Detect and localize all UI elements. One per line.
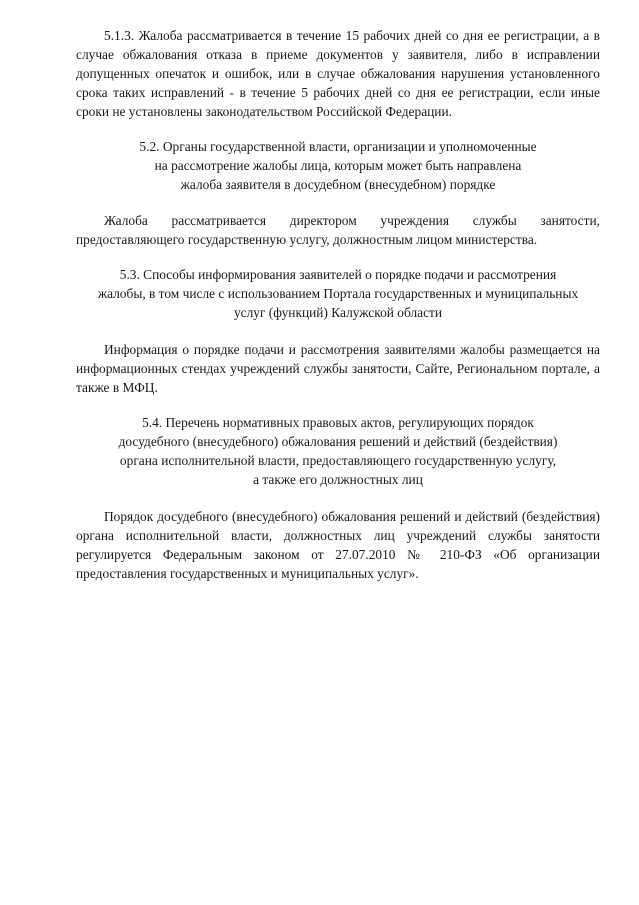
paragraph-5-2: Жалоба рассматривается директором учреждения службы занятости, предоставляющего государственную услугу, должностным лицом министерства. xyxy=(76,213,600,247)
heading-5-2: 5.2. Органы государственной власти, организации и уполномоченные на рассмотрение жалобы лица, которым может быть направлена жалоба заявителя в досудебном (внесудебном) порядке xyxy=(139,139,537,192)
paragraph-5-3: Информация о порядке подачи и рассмотрения заявителями жалобы размещается на информационных стендах учреждений службы занятости, Сайте, Региональном портале, а также в МФЦ. xyxy=(76,342,600,395)
heading-5-3: 5.3. Способы информирования заявителей о порядке подачи и рассмотрения жалобы, в том числе с использованием Портала государственных и муниципальных услуг (функций) Калужской области xyxy=(97,267,579,320)
heading-5-4: 5.4. Перечень нормативных правовых актов, регулирующих порядок досудебного (внесудебного) обжалования решений и действий (бездействия) органа исполнительной власти, предоставляющего государственную услугу, а также его должностных лиц xyxy=(118,415,558,487)
paragraph-5-4: Порядок досудебного (внесудебного) обжалования решений и действий (бездействия) органа исполнительной власти, должностных лиц учреждений службы занятости регулируется Федеральным законом от 27.07.2010 № 210-ФЗ «Об организации предоставления государственных и муниципальных услуг». xyxy=(76,509,600,581)
paragraph-5-1-3: 5.1.3. Жалоба рассматривается в течение 15 рабочих дней со дня ее регистрации, а в случае обжалования отказа в приеме документов у заявителя, либо в исправлении допущенных опечаток и ошибок, или в случае обжалования нарушения установленного срока таких исправлений - в течение 5 рабочих дней со дня ее регистрации, если иные сроки не установлены законодательством Российской Федерации. xyxy=(76,28,600,119)
document-page xyxy=(76,26,600,583)
